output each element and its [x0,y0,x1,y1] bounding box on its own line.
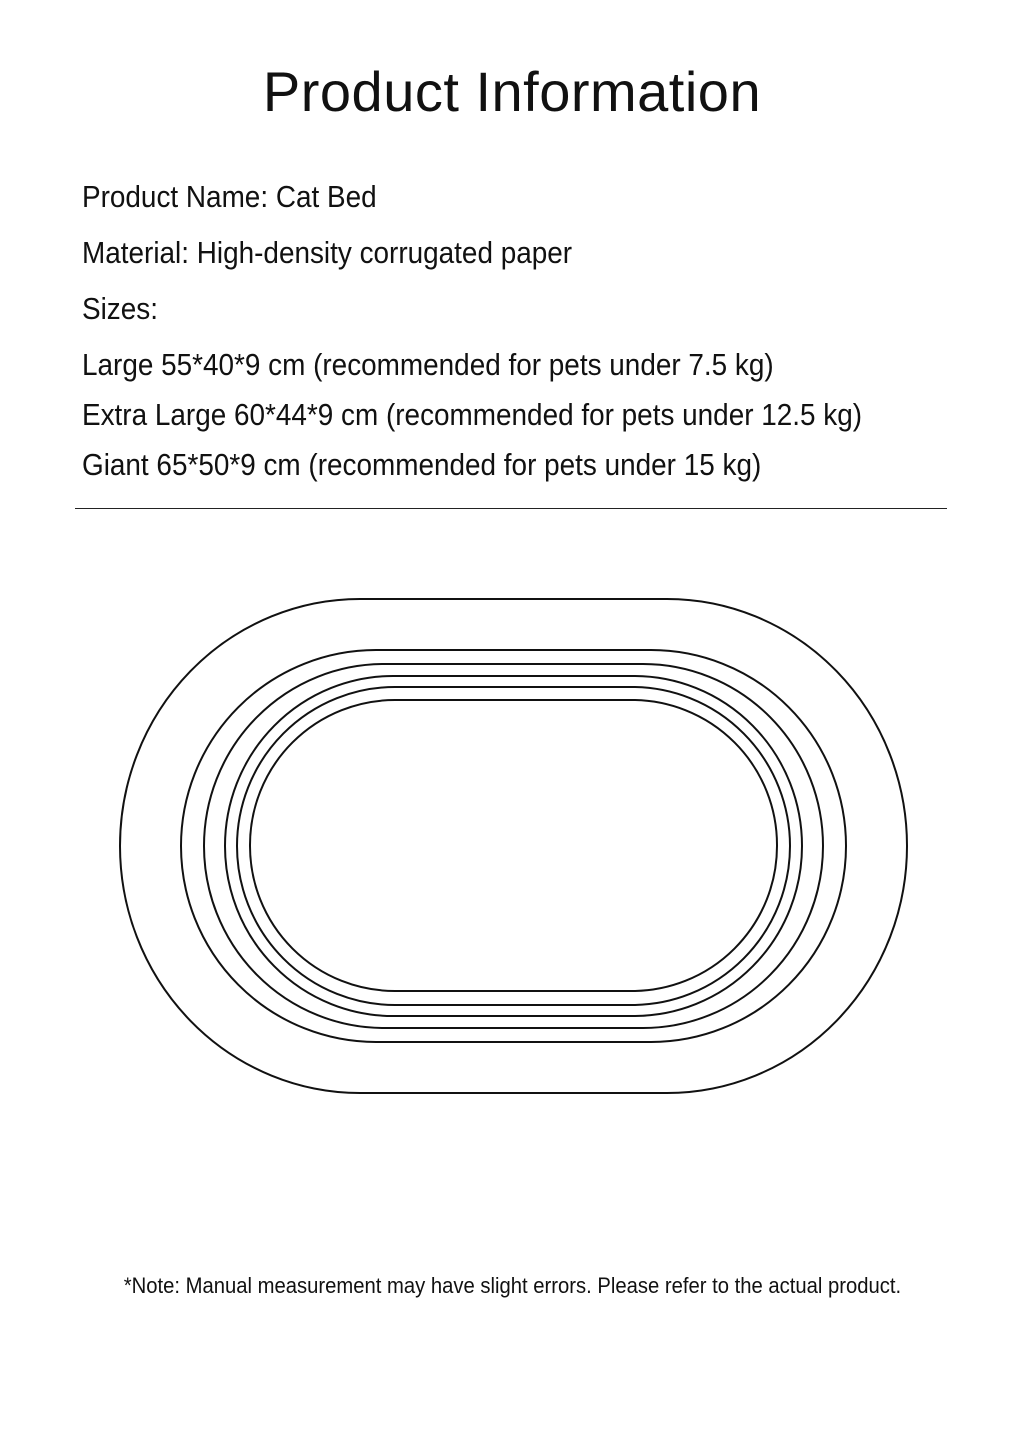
material-label: Material: [82,235,189,270]
ring-5 [237,687,790,1005]
product-name-value: Cat Bed [275,179,377,214]
ring-2 [181,650,846,1042]
size-item-giant: Giant 65*50*9 cm (recommended for pets under 15 kg) [82,447,762,482]
product-name-row [82,172,874,222]
outer-ring [120,599,907,1093]
inner-ring [250,700,777,991]
page-title: Product Information [262,60,762,123]
oval-cat-bed-outline-icon [100,580,930,1110]
size-item-extra-large: Extra Large 60*44*9 cm (recommended for pets under 12.5 kg) [82,397,863,432]
product-info [82,172,962,490]
material-row [82,228,874,278]
measurement-note [0,1270,1024,1302]
material-value: High-density corrugated paper [196,235,573,270]
product-name-label: Product Name: [82,179,269,214]
size-item-large: Large 55*40*9 cm (recommended for pets under 7.5 kg) [82,347,774,382]
ring-3 [204,664,823,1028]
sizes-label: Sizes: [82,291,158,326]
divider [75,508,947,509]
measurement-note-text: *Note: Manual measurement may have slight errors. Please refer to the actual product. [123,1273,901,1298]
